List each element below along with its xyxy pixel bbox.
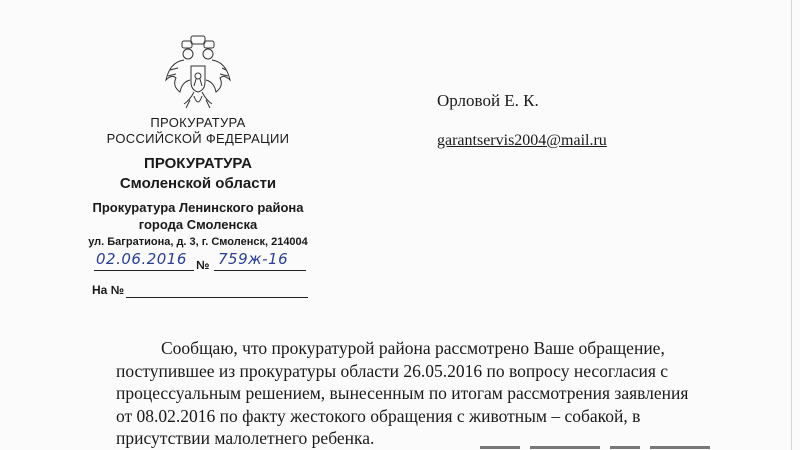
reply-to-label: На №: [92, 283, 125, 297]
letterhead-region: Смоленской области: [119, 175, 277, 192]
letter-body: [116, 337, 736, 450]
outgoing-number: 759ж-16: [218, 250, 289, 268]
letterhead-office: ПРОКУРАТУРА: [144, 155, 252, 172]
letterhead-district-line1: Прокуратура Ленинского района: [92, 200, 304, 215]
date-underline: [94, 270, 194, 271]
body-line: присутствии малолетнего ребенка.: [116, 428, 375, 449]
body-line: поступившее из прокуратуры области 26.05.2016 по вопросу несогласия с: [116, 360, 669, 381]
recipient-email[interactable]: garantservis2004@mail.ru: [437, 132, 607, 149]
reply-to-underline: [126, 297, 308, 298]
body-line: Сообщаю, что прокуратурой района рассмотрено Ваше обращение,: [161, 338, 665, 358]
number-sign: №: [196, 258, 210, 272]
letterhead-prosecutor-line: ПРОКУРАТУРА: [150, 115, 246, 130]
body-line: от 08.02.2016 по факту жестокого обращения с животным – собакой, в: [116, 405, 641, 426]
letterhead-district-line2: города Смоленска: [138, 217, 258, 232]
letterhead-address: ул. Багратиона, д. 3, г. Смоленск, 214004: [88, 236, 308, 248]
recipient-name: Орловой Е. К.: [437, 91, 539, 110]
cut-off-text-line: [480, 440, 740, 450]
body-line: процессуальным решением, вынесенным по итогам рассмотрения заявления: [116, 383, 689, 404]
coat-of-arms-icon: [164, 34, 232, 112]
outgoing-date-number: [92, 250, 308, 274]
letterhead-federation-line: РОССИЙСКОЙ ФЕДЕРАЦИИ: [106, 131, 290, 146]
page-edge: [791, 0, 792, 450]
number-underline: [214, 270, 306, 271]
outgoing-date: 02.06.2016: [96, 250, 187, 268]
